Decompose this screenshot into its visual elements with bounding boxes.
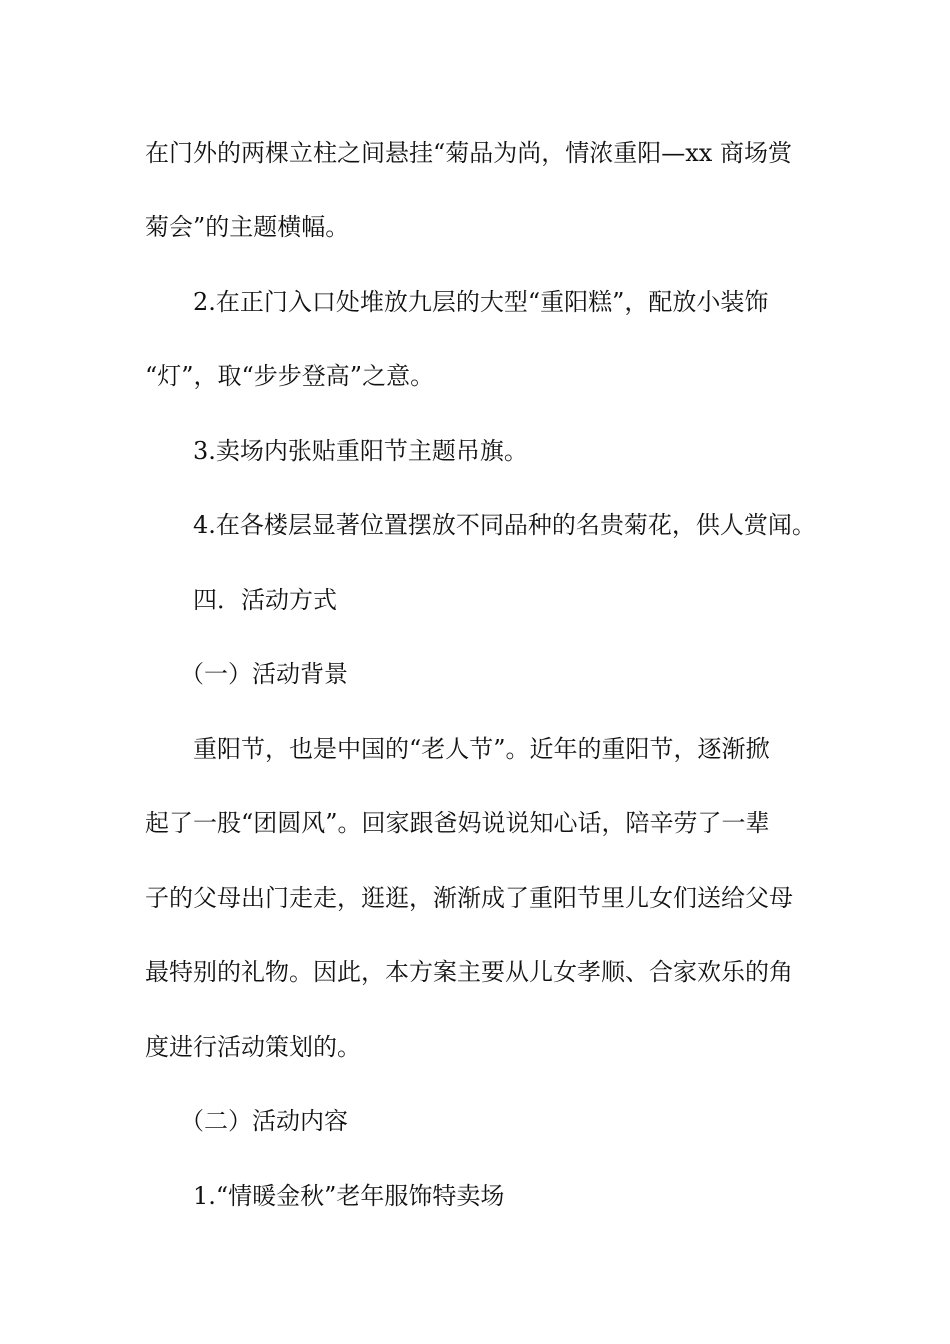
subsection-heading: （二）活动内容 — [180, 1107, 348, 1135]
list-item: 2.在正门入口处堆放九层的大型“重阳糕”，配放小装饰 — [193, 288, 769, 316]
list-item: 4.在各楼层显著位置摆放不同品种的名贵菊花，供人赏闻。 — [193, 511, 816, 539]
paragraph-line: 菊会”的主题横幅。 — [145, 213, 350, 241]
paragraph-line: 子的父母出门走走，逛逛，渐渐成了重阳节里儿女们送给父母 — [145, 884, 793, 912]
subsection-heading: （一）活动背景 — [180, 660, 348, 688]
paragraph-line: 起了一股“团圆风”。回家跟爸妈说说知心话，陪辛劳了一辈 — [145, 809, 770, 837]
paragraph-line: 度进行活动策划的。 — [145, 1033, 361, 1061]
paragraph-line: 最特别的礼物。因此，本方案主要从儿女孝顺、合家欢乐的角 — [145, 958, 793, 986]
list-item: 3.卖场内张贴重阳节主题吊旗。 — [193, 437, 528, 465]
list-item: 1.“情暖金秋”老年服饰特卖场 — [193, 1182, 505, 1210]
paragraph-line: 在门外的两棵立柱之间悬挂“菊品为尚，情浓重阳—xx 商场赏 — [145, 139, 792, 167]
paragraph-line: 重阳节，也是中国的“老人节”。近年的重阳节，逐渐掀 — [193, 735, 770, 763]
section-heading: 四．活动方式 — [193, 586, 337, 614]
paragraph-line: “灯”，取“步步登高”之意。 — [145, 362, 435, 390]
